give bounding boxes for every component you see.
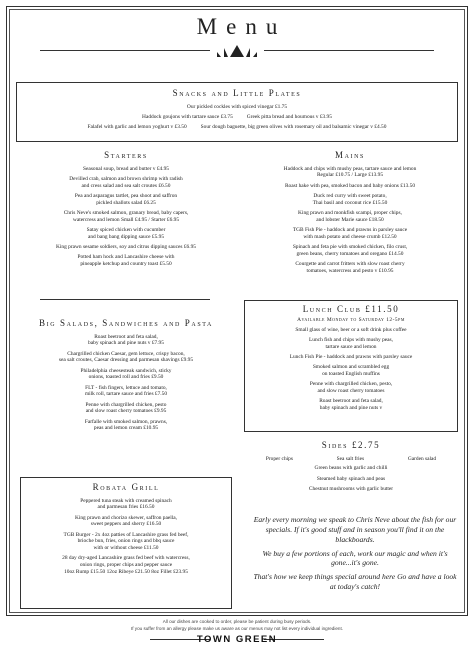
snack-item: Our pickled cockles with spiced vinegar £1.75 [186,103,288,110]
lunch-item: Smoked salmon and scrambled egg on toasted English muffins [312,363,390,377]
lunch-item: Lunch Fish Pie - haddock and prawns with parsley sauce [289,353,413,360]
snack-item: Haddock goujons with tartare sauce £3.75 [142,113,233,120]
lunch-club-availability: Available Monday to Saturday 12-5pm [297,316,405,323]
grill-item: 28 day dry-aged Lancashire grass fed beef with watercress, onion rings, proper chips and pepper sauce 10oz Rump £15.50 12oz Ribeye £21.50 8oz Fillet £23.95 [62,555,190,576]
snack-row [17,114,457,121]
main-item: Spinach and feta pie with smoked chicken, filo crust, green beans, cherry tomatoes and oregano £14.50 [292,243,408,257]
side-item: Sea salt fries [336,455,365,462]
main-item: Roast hake with pea, smoked bacon and baby onions £13.50 [284,182,416,189]
note-paragraph: Early every morning we speak to Chris Neve about the fish for our specials. If it's good stuff and in season you'll find it on the blackboards. [253,515,457,544]
grill-item: Peppered tuna steak with creamed spinach and parmesan fries £16.50 [80,497,172,511]
starters-rule [40,299,210,300]
salad-item: FLT - fish fingers, lettuce and tomato, milk roll, tartare sauce and fries £7.50 [84,384,168,398]
side-item: Steamed baby spinach and peas [316,475,386,482]
starter-item: Seasonal soup, bread and butter v £4.95 [83,165,169,172]
town-green-logo: TOWN GREEN [196,634,278,645]
allergy-notice: If you suffer from an allergy please make us aware as our menus may not list every individual ingredient. [130,626,344,631]
salad-item: Penne with chargrilled chicken, pesto and slow roast cherry tomatoes £9.95 [85,401,167,415]
snack-item: Sour dough baguette, big green olives with rosemary oil and balsamic vinegar v £4.50 [200,123,387,130]
lunch-item: Lunch fish and chips with mushy peas, tartare sauce and lemon [309,336,393,350]
starters-section [22,150,230,271]
menu-header [0,12,474,41]
main-item: Duck red curry with sweet potato, Thai basil and coconut rice £15.50 [312,192,388,206]
note-paragraph: We buy a few portions of each, work our magic and when it's gone...it's gone. [262,548,448,568]
header-rule-right [264,50,434,51]
main-item: TGB Fish Pie - haddock and prawns in parsley sauce with mash potato and cheese crumb £12.50 [292,226,408,240]
starter-item: King prawn sesame soldiers, soy and citrus dipping sauces £6.95 [56,243,196,250]
salad-item: Philadelphia cheesesteak sandwich, sticky onions, toasted roll and fries £9.50 [80,367,172,381]
salads-section [18,318,234,436]
art-deco-ornament-icon [214,44,260,58]
salad-item: Chargrilled chicken Caesar, gem lettuce, crispy bacon, sea salt croutes, Caesar dressing and parmesan shavings £9.95 [58,350,194,364]
main-item: Haddock and chips with mushy peas, tartare sauce and lemon Regular £10.75 / Large £13.95 [283,165,417,179]
lunch-item: Roast beetroot and feta salad, baby spinach and pine nuts v [319,397,383,411]
starter-item: Potted ham hock and Lancashire cheese with pineapple ketchup and country toast £5.50 [77,253,175,267]
mains-heading: Mains [334,150,365,160]
snacks-heading: Snacks and Little Plates [172,88,302,98]
grill-section [20,477,232,609]
starter-item: Pea and asparagus tartlet, pea shoot and saffron pickled shallots salad £6.25 [74,192,178,206]
side-item: Garden salad [407,455,437,462]
main-item: King prawn and monkfish scampi, proper chips, and lobster Marie sauce £18.50 [298,209,402,223]
salad-item: Roast beetroot and feta salad, baby spinach and pine nuts v £7.95 [88,333,164,347]
sides-row [244,456,458,463]
sides-section [244,440,458,496]
page-title: Menu [196,14,287,39]
note-paragraph: That's how we keep things special around here Go and have a look at today's catch! [253,572,457,592]
snacks-section [16,82,458,142]
grill-item: TGB Burger - 2x 4oz patties of Lancashire grass fed beef, brioche bun, fries, onion rings and bbq sauce with or without cheese £11.50 [63,531,189,552]
salad-item: Farfalle with smoked salmon, prawns, peas and lemon cream £10.95 [84,418,168,432]
lunch-item: Penne with chargrilled chicken, pesto, and slow roast cherry tomatoes [309,380,393,394]
header-rule-left [40,50,210,51]
sides-heading: Sides £2.75 [321,440,381,450]
lunch-club-section [244,300,458,432]
side-item: Chestnut mushrooms with garlic butter [308,485,394,492]
grill-heading: Robata Grill [92,482,160,492]
specials-note [250,515,460,596]
starter-item: Satay spiced chicken with cucumber and bang bang dipping sauce £5.95 [86,226,166,240]
grill-item: King prawn and chorizo skewer, saffron paella, sweet peppers and sherry £16.50 [74,514,178,528]
snack-item: Greek pitta bread and houmous v £3.95 [246,113,332,120]
footer-notice: All our dishes are cooked to order, please be patient during busy periods. [162,619,312,624]
salads-heading: Big Salads, Sandwiches and Pasta [39,318,213,328]
mains-section [244,150,456,278]
lunch-item: Small glass of wine, beer or a soft drink plus coffee [295,326,407,333]
snack-item: Falafel with garlic and lemon yoghurt v £3.50 [87,123,187,130]
starters-heading: Starters [104,150,148,160]
starter-item: Chris Neve's smoked salmon, granary bread, baby capers, watercress and lemon Small £4.95 / Starter £6.95 [63,209,189,223]
side-item: Proper chips [265,455,293,462]
snack-row [17,124,457,131]
side-item: Green beans with garlic and chilli [314,465,388,472]
main-item: Courgette and carrot fritters with slow roast cherry tomatoes, watercress and pesto v £10.95 [295,260,405,274]
lunch-club-heading: Lunch Club £11.50 [302,304,400,314]
starter-item: Devilled crab, salmon and brown shrimp with radish and cress salad and sea salt croutes £6.50 [69,175,183,189]
